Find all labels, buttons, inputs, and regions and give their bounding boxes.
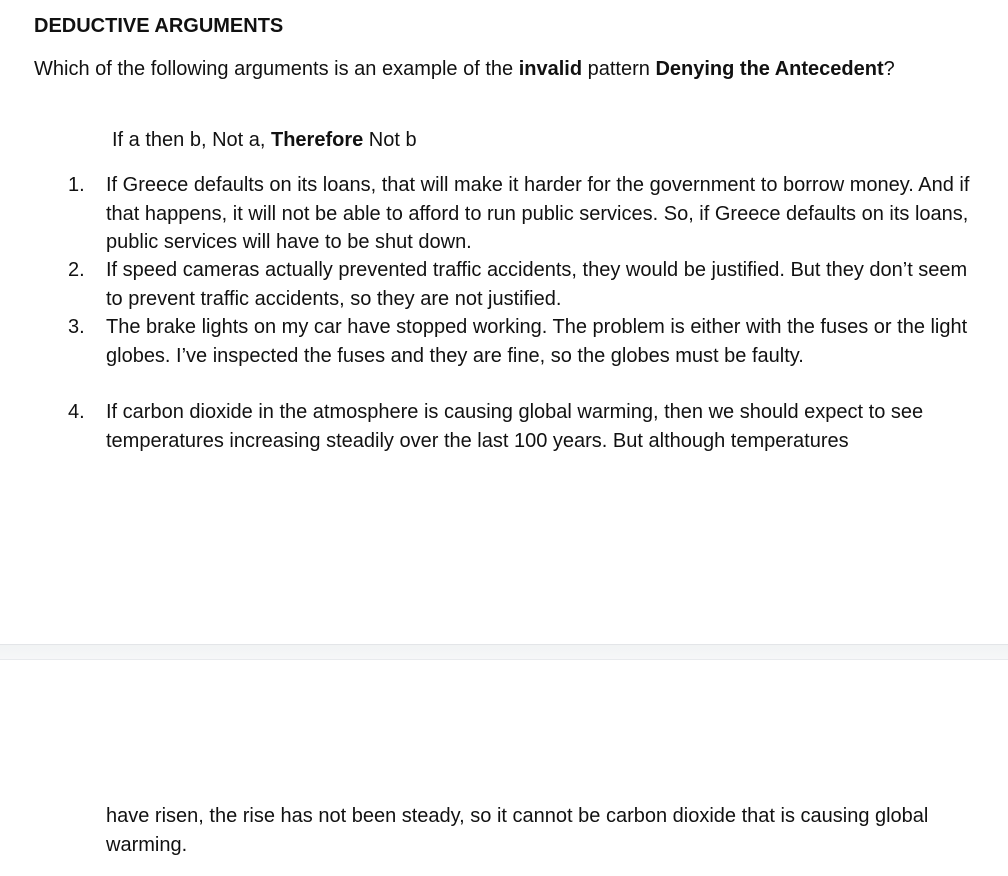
- list-item-text: If Greece defaults on its loans, that will make it harder for the government to borrow money. And if that happens, it will not be able to afford to run public services. So, if Greece defaults on its loans, public services will have to be shut down.: [106, 174, 970, 253]
- question-pre: Which of the following arguments is an example of the: [34, 58, 519, 80]
- list-item-continuation: have risen, the rise has not been steady, so it cannot be carbon dioxide that is causing global warming.: [106, 805, 929, 856]
- question-text: [34, 55, 914, 83]
- document-heading: DEDUCTIVE ARGUMENTS: [34, 15, 284, 37]
- pattern-bold: Therefore: [270, 129, 364, 151]
- list-item-number: 1.: [68, 174, 85, 196]
- question-mid: pattern: [582, 58, 656, 80]
- question-post: ?: [883, 58, 895, 80]
- list-item-text: The brake lights on my car have stopped working. The problem is either with the fuses or the light globes. I’ve inspected the fuses and they are fine, so the globes must be faulty.: [106, 316, 968, 367]
- document-page-2: [0, 660, 1008, 876]
- pattern-text: [112, 126, 417, 154]
- list-item-number: 4.: [68, 401, 85, 423]
- list-item-text: If speed cameras actually prevented traffic accidents, they would be justified. But they don’t seem to prevent traffic accidents, so they are not justified.: [106, 259, 968, 310]
- page-break: [0, 644, 1008, 660]
- list-item-number: 2.: [68, 259, 85, 281]
- list-item-number: 3.: [68, 316, 85, 338]
- list-item-text: If carbon dioxide in the atmosphere is causing global warming, then we should expect to see temperatures increasing steadily over the last 100 years. But although temperatures: [106, 401, 924, 452]
- pattern-pre: If a then b, Not a,: [112, 129, 271, 151]
- pattern-post: Not b: [363, 129, 417, 151]
- question-bold-invalid: invalid: [518, 58, 583, 80]
- question-bold-pattern: Denying the Antecedent: [655, 58, 884, 80]
